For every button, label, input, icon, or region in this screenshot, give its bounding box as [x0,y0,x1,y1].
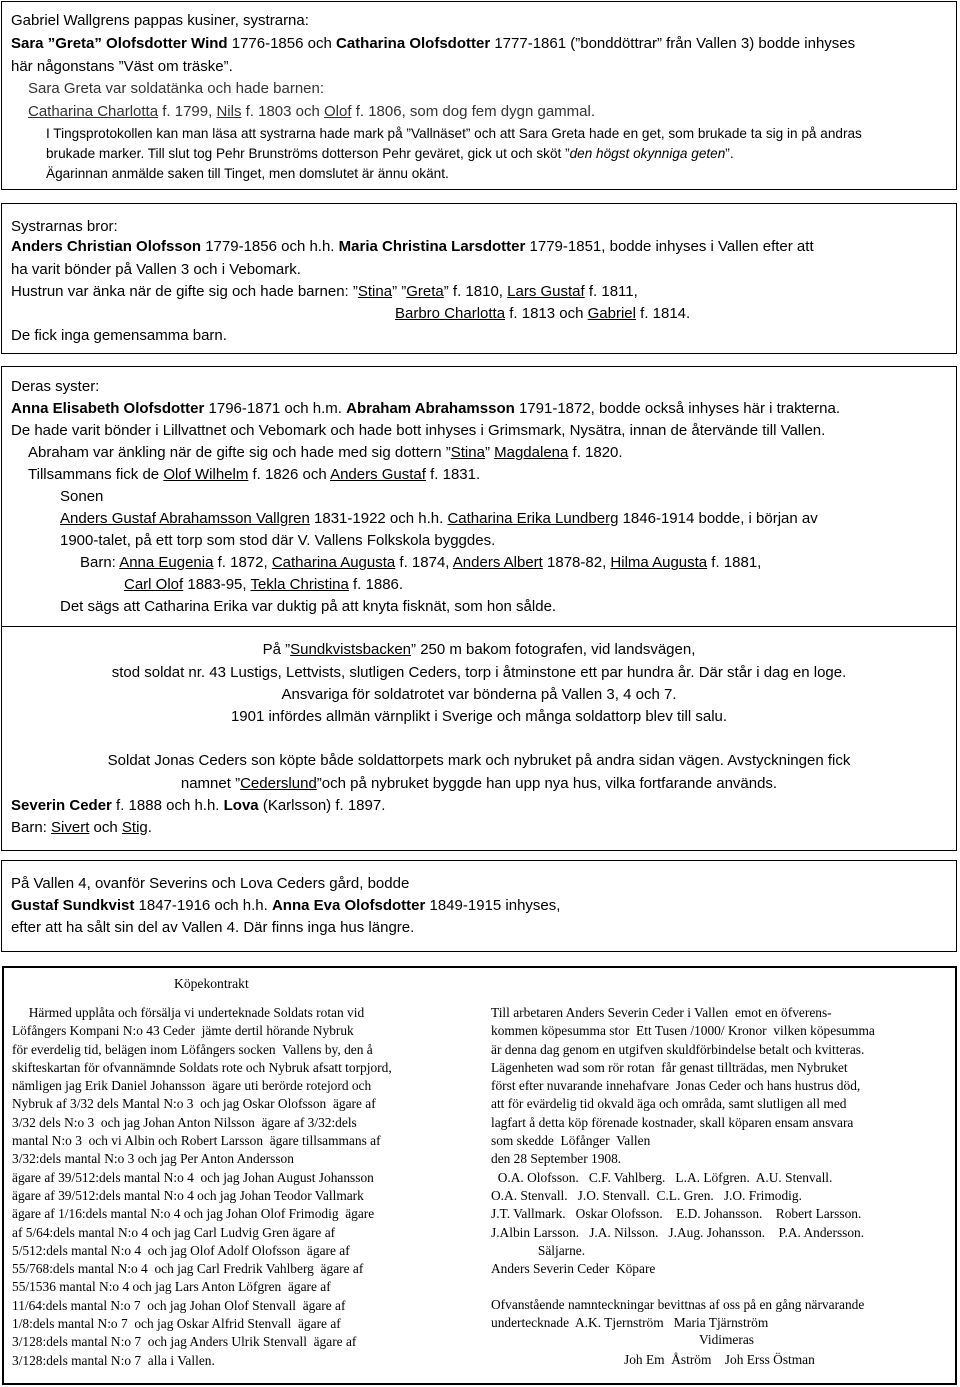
sister-line-3: De hade varit bönder i Lillvattnet och Vebomark och hade bott inhyses i Grimsmark, Nysätra, innan de återvände till Vallen. [11,422,826,439]
sister-line-5: Tillsammans fick de Olof Wilhelm f. 1826 och Anders Gustaf f. 1831. [28,466,481,483]
right-line: J.Albin Larsson. J.A. Nilsson. J.Aug. Johansson. P.A. Andersson. [491,1224,865,1240]
witness-line: undertecknade A.K. Tjernström Maria Tjärnström [491,1315,769,1331]
left-line: 3/128:dels mantal N:o 7 och jag Anders Ulrik Stenvall ägare af [12,1334,357,1350]
left-line: Härmed upplåta och försälja vi underteknade Soldats rotan vid [12,1005,365,1020]
right-line: O.A. Stenvall. J.O. Stenvall. C.L. Gren. J.O. Frimodig. [491,1187,802,1203]
left-line: ägare af 39/512:dels mantal N:o 4 och jag Johan Teodor Vallmark [12,1187,364,1203]
cousins-intro: Gabriel Wallgrens pappas kusiner, systrarna: [11,12,309,29]
section-soldier-torp [1,626,957,851]
sundkvist-line-1: På Vallen 4, ovanför Severins och Lova Ceders gård, bodde [11,875,410,892]
right-line: Anders Severin Ceder Köpare [491,1261,656,1277]
cousins-children: Catharina Charlotta f. 1799, Nils f. 1803 och Olof f. 1806, som dog fem dygn gammal. [28,103,595,120]
contract-document [2,966,957,1385]
brother-children: Hustrun var änka när de gifte sig och hade barnen: ”Stina” ”Greta” f. 1810, Lars Gustaf f. 1811, [11,283,638,300]
right-line: lagfart å detta köp förenade kostnader, skall köparen ensam ansvara [491,1114,854,1130]
cousins-line-3: här någonstans ”Väst om träske”. [11,58,233,75]
left-line: 5/512:dels mantal N:o 4 och jag Olof Adolf Olofsson ägare af [12,1242,350,1258]
left-line: Nybruk af 3/32 dels Mantal N:o 3 och jag Oskar Olofsson ägare af [12,1096,376,1112]
left-line: 11/64:dels mantal N:o 7 och jag Johan Olof Stenvall ägare af [12,1297,346,1313]
section-sundkvist [1,860,957,952]
torp-line-4: 1901 infördes allmän värnplikt i Sverige och många soldattorp blev till salu. [230,708,728,725]
left-line: ägare af 1/16:dels mantal N:o 4 och jag Johan Olof Frimodig ägare [12,1206,375,1222]
left-line: nämligen jag Erik Daniel Johansson ägare uti berörde rotejord och [12,1078,372,1094]
sister-line-8: 1900-talet, på ett torp som stod där V. Vallens Folkskola byggdes. [60,532,496,549]
left-line: 3/32 dels N:o 3 och jag Johan Anton Nilsson ägare af 3/32:dels [12,1114,357,1130]
left-line: 1/8:dels mantal N:o 7 och jag Oskar Alfrid Stenvall ägare af [12,1316,341,1332]
court-records-line-2: brukade marker. Till slut tog Pehr Brunströms dotterson Pehr geväret, gick ut och sköt ”den högst okynniga geten”. [46,146,734,161]
right-line: den 28 September 1908. [491,1151,622,1167]
brother-line-2: Anders Christian Olofsson 1779-1856 och h.h. Maria Christina Larsdotter 1779-1851, bodde inhyses i Vallen efter att [11,238,814,255]
sister-line-4: Abraham var änkling när de gifte sig och hade med sig dottern ”Stina” Magdalena f. 1820. [28,444,623,461]
torp-line-8: Barn: Sivert och Stig. [11,819,152,836]
left-line: 55/768:dels mantal N:o 4 och jag Carl Fredrik Vahlberg ägare af [12,1261,364,1277]
torp-line-5: Soldat Jonas Ceders son köpte både soldattorpets mark och nybruket på andra sidan vägen. Avstyckningen fick [107,752,851,769]
left-line: mantal N:o 3 och vi Albin och Robert Larsson ägare tillsammans af [12,1133,381,1149]
sister-line-9: Barn: Anna Eugenia f. 1872, Catharina Augusta f. 1874, Anders Albert 1878-82, Hilma Augusta f. 1881, [80,554,762,571]
left-line: Löfångers Kompani N:o 43 Ceder jämte dertil hörande Nybruk [12,1023,354,1039]
brother-note: De fick inga gemensamma barn. [11,327,227,344]
torp-line-2: stod soldat nr. 43 Lustigs, Lettvists, slutligen Ceders, torp i åtminstone ett par hundra år. Där står i dag en loge. [111,664,847,681]
sister-line-2: Anna Elisabeth Olofsdotter 1796-1871 och h.m. Abraham Abrahamsson 1791-1872, bodde också inhyses här i trakterna. [11,400,840,417]
left-line: af 5/64:dels mantal N:o 4 och jag Carl Ludvig Gren ägare af [12,1224,336,1240]
sister-line-7: Anders Gustaf Abrahamsson Vallgren 1831-1922 och h.h. Catharina Erika Lundberg 1846-1914 bodde, i början av [60,510,818,527]
section-cousins [1,1,957,190]
contract-left-column [12,1004,392,1370]
torp-line-1: På ”Sundkvistsbacken” 250 m bakom fotografen, vid landsvägen, [262,641,696,658]
contract-vidimeras: Vidimeras [699,1332,754,1347]
sister-line-6: Sonen [60,488,104,505]
right-line: att för evärdelig tid okvald äga och områda, samt slutligen all med [491,1096,847,1112]
brother-heading: Systrarnas bror: [11,218,118,235]
section-sister [1,366,957,627]
sundkvist-line-2: Gustaf Sundkvist 1847-1916 och h.h. Anna Eva Olofsdotter 1849-1915 inhyses, [11,897,561,914]
cousins-line-2: Sara ”Greta” Olofsdotter Wind 1776-1856 och Catharina Olofsdotter 1777-1861 (”bonddöttrar” från Vallen 3) bodde inhyses [11,35,856,52]
cousins-line-4: Sara Greta var soldatänka och hade barnen: [28,80,325,97]
sister-heading: Deras syster: [11,378,100,395]
section-brother [1,203,957,354]
left-line: skifteskartan för ofvannämnde Soldats rote och Nybruk afsatt torpjord, [12,1059,392,1075]
right-line: som skedde Löfånger Vallen [491,1133,651,1149]
sister-line-10: Carl Olof 1883-95, Tekla Christina f. 1886. [124,576,404,593]
left-line: 55/1536 mantal N:o 4 och jag Lars Anton Löfgren ägare af [12,1279,331,1295]
torp-line-7: Severin Ceder f. 1888 och h.h. Lova (Karlsson) f. 1897. [11,797,386,814]
brother-line-3: ha varit bönder på Vallen 3 och i Vebomark. [11,261,301,278]
sister-line-11: Det sägs att Catharina Erika var duktig på att knyta fisknät, som hon sålde. [60,598,557,615]
contract-witness [491,1296,864,1333]
right-line: är denna dag genom en utgifven skuldförbindelse betalt och kvitteras. [491,1041,865,1057]
right-line: Lägenheten wad som rör rotan får genast tillträdas, men Nybruket [491,1059,848,1075]
right-line: O.A. Olofsson. C.F. Vahlberg. L.A. Löfgren. A.U. Stenvall. [491,1169,833,1185]
right-line: Säljarne. [491,1242,586,1258]
brother-children-2: Barbro Charlotta f. 1813 och Gabriel f. 1814. [395,305,691,322]
court-records-line-1: I Tingsprotokollen kan man läsa att systrarna hade mark på ”Vallnäset” och att Sara Greta hade en get, som brukade ta sig in på andras [46,126,862,141]
right-line: Till arbetaren Anders Severin Ceder i Vallen emot en öfverens- [491,1005,832,1020]
left-line: 3/32:dels mantal N:o 3 och jag Per Anton Andersson [12,1151,294,1167]
left-line: 3/128:dels mantal N:o 7 alla i Vallen. [12,1352,215,1368]
court-records-line-3: Ägarinnan anmälde saken till Tinget, men domslutet är ännu okänt. [46,166,449,181]
witness-line: Ofvanstående namnteckningar bevittnas af oss på en gång närvarande [491,1297,865,1312]
left-line: för everdelig tid, belägen inom Löfångers socken Vallens by, den å [12,1041,373,1057]
contract-signers: Joh Em Åström Joh Erss Östman [624,1352,815,1367]
right-line: J.T. Vallmark. Oskar Olofsson. E.D. Johansson. Robert Larsson. [491,1206,862,1222]
left-line: ägare af 39/512:dels mantal N:o 4 och jag Johan August Johansson [12,1169,374,1185]
contract-title: Köpekontrakt [174,976,249,991]
sundkvist-line-3: efter att ha sålt sin del av Vallen 4. Där finns inga hus längre. [11,919,415,936]
contract-right-column [491,1004,875,1278]
right-line: kommen köpesumma stor Ett Tusen /1000/ Kronor vilken köpesumma [491,1023,875,1039]
torp-line-6: namnet ”Cederslund”och på nybruket byggde han upp nya hus, vilka fortfarande används. [180,775,778,792]
right-line: först efter nuvarande innehafvare Jonas Ceder och hans hustrus död, [491,1078,861,1094]
torp-line-3: Ansvariga för soldatrotet var bönderna på Vallen 3, 4 och 7. [281,686,677,703]
